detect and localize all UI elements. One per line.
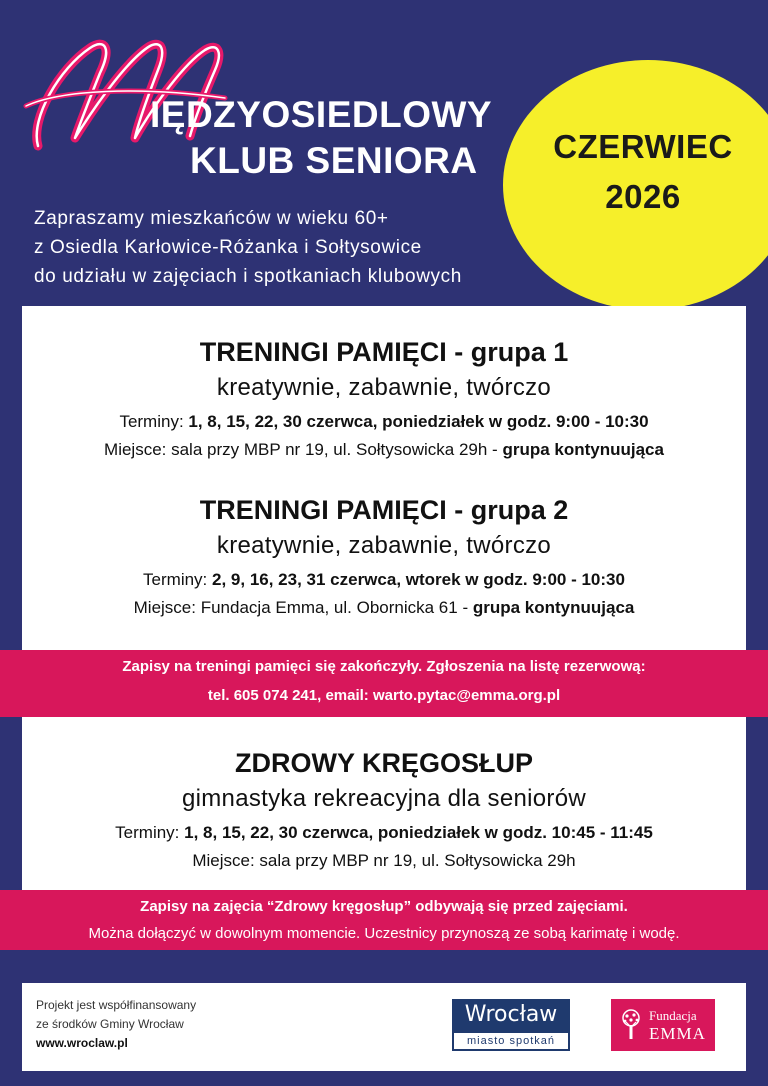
banner-line: Można dołączyć w dowolnym momencie. Uczestnicy przynoszą ze sobą karimatę i wodę. (88, 925, 680, 942)
title-line2: KLUB SENIORA (190, 140, 478, 181)
fundacja-emma-logo (611, 999, 715, 1051)
spine-dates (22, 819, 746, 847)
year-label: 2026 (605, 178, 681, 215)
month-label: CZERWIEC (553, 128, 733, 165)
spine-panel (22, 717, 746, 893)
place-note: grupa kontynuująca (502, 440, 664, 459)
dates-value: 2, 9, 16, 23, 31 czerwca, wtorek w godz. 9:00 - 10:30 (212, 570, 625, 589)
banner-contact-line: tel. 605 074 241, email: warto.pytac@emma.org.pl (207, 687, 561, 704)
intro-text (34, 204, 462, 291)
month-year (523, 122, 763, 222)
banner-line: Zapisy na zajęcia “Zdrowy kręgosłup” odbywają się przed zajęciami. (140, 898, 628, 915)
group2-place (22, 594, 746, 622)
spine-subtitle: gimnastyka rekreacyjna dla seniorów (181, 785, 586, 812)
group1-title: TRENINGI PAMIĘCI - grupa 1 (199, 337, 569, 367)
spine-section (22, 747, 746, 875)
spine-signup-banner (0, 890, 768, 950)
spine-place: Miejsce: sala przy MBP nr 19, ul. Sołtysowicka 29h (192, 851, 576, 870)
script-m-logo (20, 28, 230, 158)
memory-training-panel (22, 306, 746, 650)
place-label: Miejsce: Fundacja Emma, ul. Obornicka 61 - (133, 598, 473, 617)
wroclaw-logo-name: Wrocław (464, 1002, 558, 1027)
funding-line: Projekt jest współfinansowany (36, 998, 197, 1012)
spine-title: ZDROWY KRĘGOSŁUP (234, 748, 533, 778)
emma-logo-line1: Fundacja (649, 1008, 697, 1023)
dates-value: 1, 8, 15, 22, 30 czerwca, poniedziałek w godz. 9:00 - 10:30 (188, 412, 649, 431)
funding-line: ze środków Gminy Wrocław (36, 1017, 184, 1031)
group1-place (22, 436, 746, 464)
wroclaw-link[interactable]: www.wroclaw.pl (36, 1036, 128, 1050)
intro-line: do udziału w zajęciach i spotkaniach klubowych (34, 266, 462, 287)
group1-subtitle: kreatywnie, zabawnie, twórczo (216, 374, 552, 401)
tree-icon (617, 1009, 645, 1041)
place-note: grupa kontynuująca (472, 598, 635, 617)
group2-section (22, 494, 746, 622)
group2-dates (22, 566, 746, 594)
footer (22, 983, 746, 1071)
wroclaw-logo (452, 999, 570, 1051)
dates-label: Terminy: (119, 412, 189, 431)
wroclaw-logo-tag: miasto spotkań (454, 1033, 568, 1049)
intro-line: Zapraszamy mieszkańców w wieku 60+ (34, 208, 389, 229)
banner-line: Zapisy na treningi pamięci się zakończyły. Zgłoszenia na listę rezerwową: (122, 658, 646, 675)
intro-line: z Osiedla Karłowice-Różanka i Sołtysowice (34, 237, 422, 258)
place-label: Miejsce: sala przy MBP nr 19, ul. Sołtysowicka 29h - (104, 440, 503, 459)
emma-logo-line2: EMMA (649, 1024, 706, 1043)
group1-section (22, 336, 746, 464)
dates-label: Terminy: (143, 570, 213, 589)
title-line1: IĘDZYOSIEDLOWY (150, 94, 493, 135)
group1-dates (22, 408, 746, 436)
group2-title: TRENINGI PAMIĘCI - grupa 2 (199, 495, 569, 525)
dates-value: 1, 8, 15, 22, 30 czerwca, poniedziałek w godz. 10:45 - 11:45 (184, 823, 653, 842)
dates-label: Terminy: (115, 823, 185, 842)
group2-subtitle: kreatywnie, zabawnie, twórczo (216, 532, 552, 559)
memory-signup-banner (0, 650, 768, 717)
funding-note (36, 996, 196, 1053)
